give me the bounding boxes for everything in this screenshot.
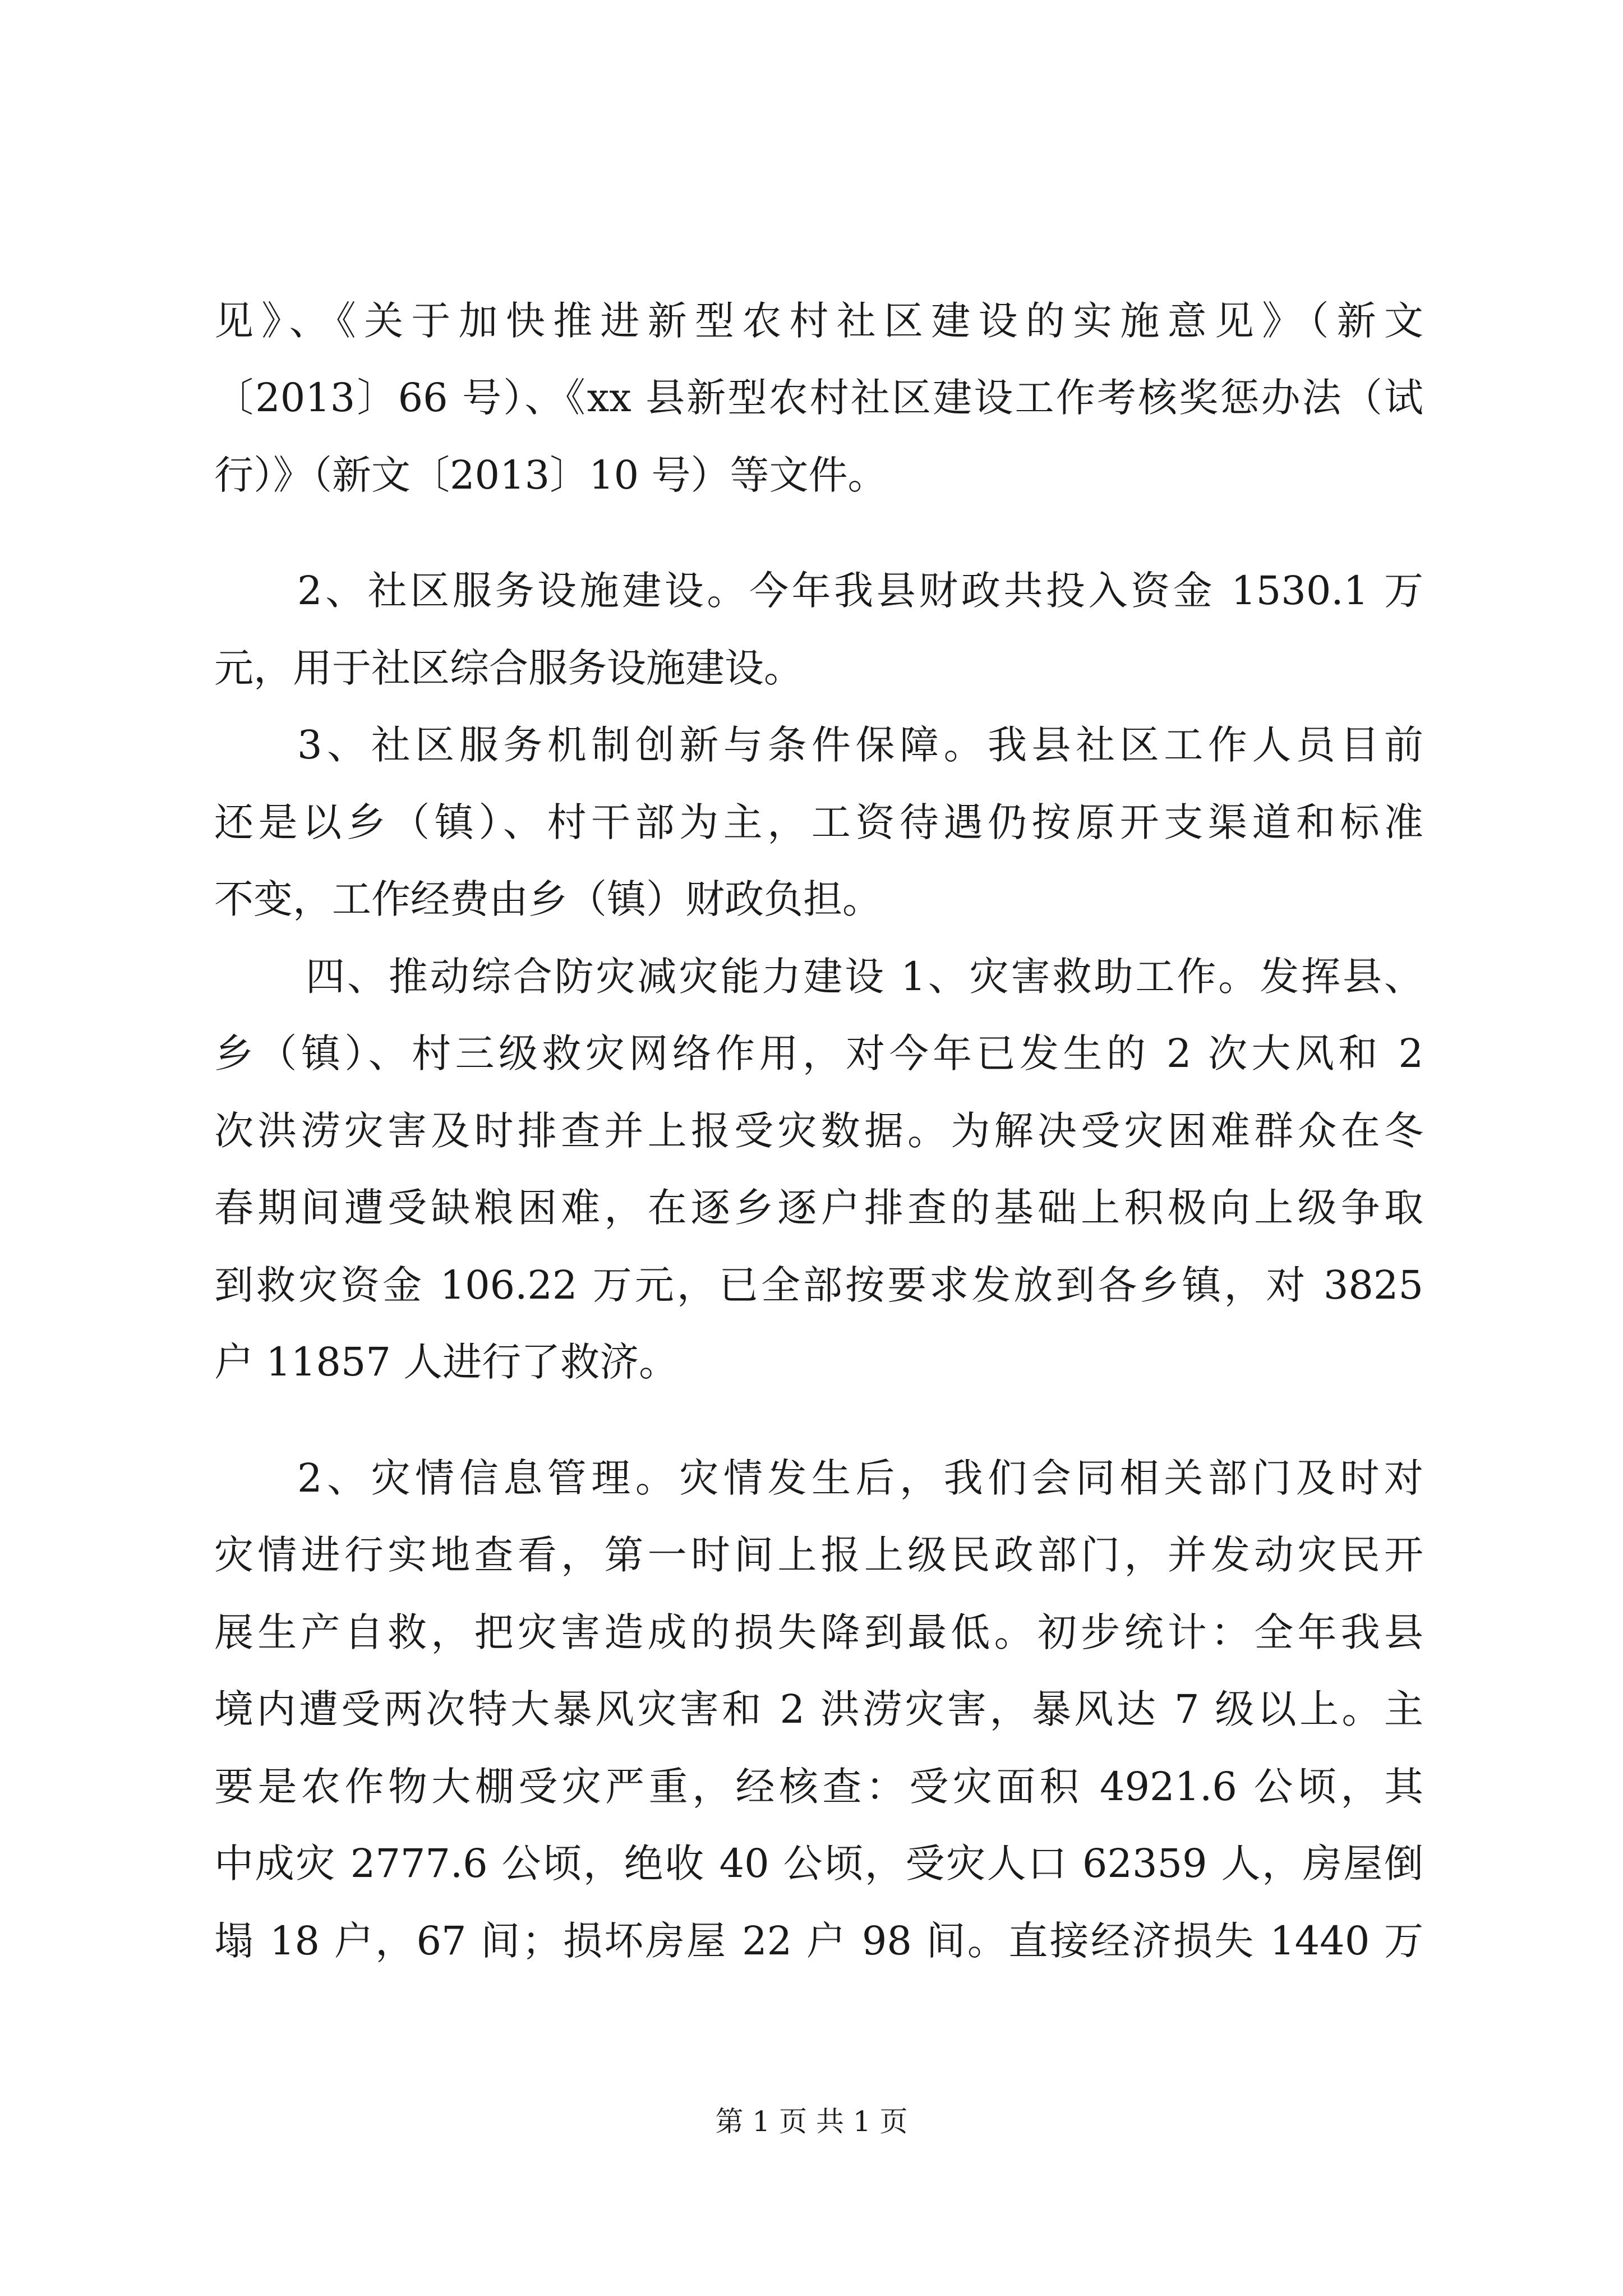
text-line: 元，用于社区综合服务设施建设。 xyxy=(214,645,803,691)
text-line: 〔2013〕66 号）、《xx 县新型农村社区建设工作考核奖惩办法（试 xyxy=(214,375,1423,421)
text-line: 到救灾资金 106.22 万元，已全部按要求发放到各乡镇，对 3825 xyxy=(214,1262,1423,1308)
text-line: 展生产自救，把灾害造成的损失降到最低。初步统计：全年我县 xyxy=(214,1609,1423,1655)
text-line: 灾情进行实地查看，第一时间上报上级民政部门，并发动灾民开 xyxy=(214,1532,1423,1578)
text-line: 塌 18 户，67 间；损坏房屋 22 户 98 间。直接经济损失 1440 万 xyxy=(214,1918,1423,1964)
text-line: 四、推动综合防灾减灾能力建设 1、灾害救助工作。发挥县、 xyxy=(306,954,1423,1000)
text-line: 行）》（新文〔2013〕10 号）等文件。 xyxy=(214,452,887,498)
text-line: 2、灾情信息管理。灾情发生后，我们会同相关部门及时对 xyxy=(297,1455,1423,1501)
text-line: 见》、《关于加快推进新型农村社区建设的实施意见》（新文 xyxy=(214,298,1423,344)
text-line: 3、社区服务机制创新与条件保障。我县社区工作人员目前 xyxy=(297,722,1423,768)
text-line: 次洪涝灾害及时排查并上报受灾数据。为解决受灾困难群众在冬 xyxy=(214,1108,1423,1154)
text-line: 中成灾 2777.6 公顷，绝收 40 公顷，受灾人口 62359 人，房屋倒 xyxy=(214,1841,1423,1887)
page-number-footer: 第 1 页 共 1 页 xyxy=(715,2105,908,2138)
text-line: 境内遭受两次特大暴风灾害和 2 洪涝灾害，暴风达 7 级以上。主 xyxy=(214,1686,1423,1732)
text-line: 户 11857 人进行了救济。 xyxy=(214,1339,679,1385)
text-line: 2、社区服务设施建设。今年我县财政共投入资金 1530.1 万 xyxy=(297,568,1423,614)
text-line: 要是农作物大棚受灾严重，经核查：受灾面积 4921.6 公顷，其 xyxy=(214,1764,1423,1810)
text-line: 还是以乡（镇）、村干部为主，工资待遇仍按原开支渠道和标准 xyxy=(214,799,1423,845)
text-line: 不变，工作经费由乡（镇）财政负担。 xyxy=(214,876,882,922)
text-line: 乡（镇）、村三级救灾网络作用，对今年已发生的 2 次大风和 2 xyxy=(214,1030,1423,1076)
text-line: 春期间遭受缺粮困难，在逐乡逐户排查的基础上积极向上级争取 xyxy=(214,1185,1423,1231)
